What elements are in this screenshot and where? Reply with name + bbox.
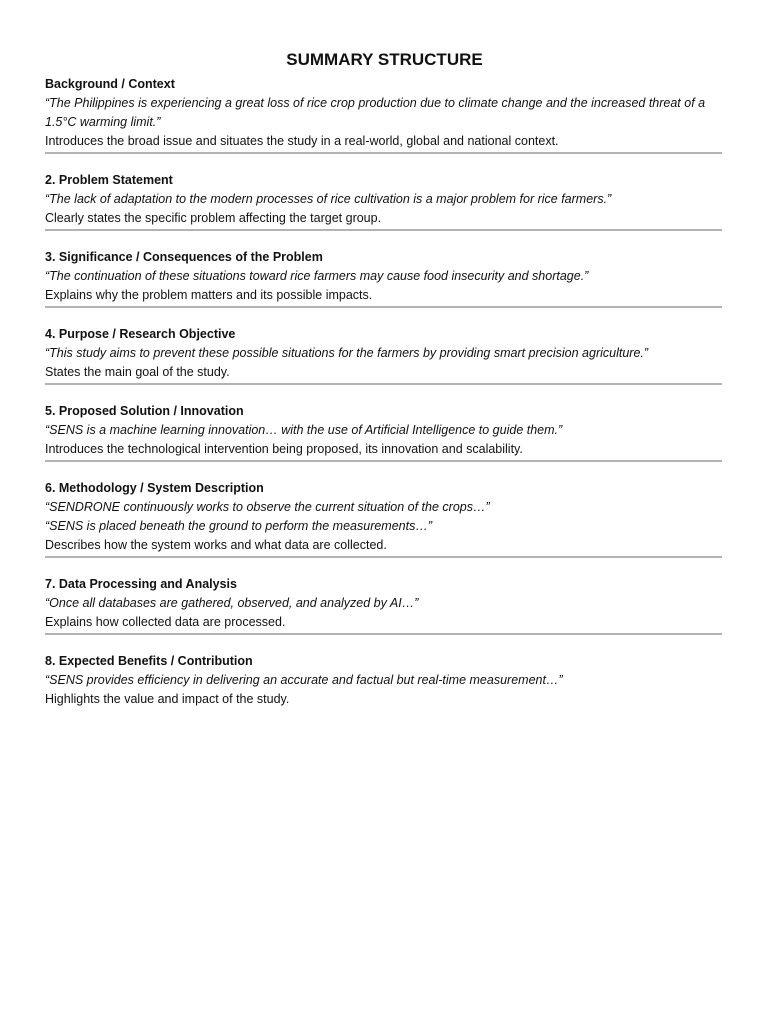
section-heading: 6. Methodology / System Description [45,481,264,495]
section-quote: “This study aims to prevent these possible situations for the farmers by providing smart precision agriculture.” [45,346,649,360]
section-description: Highlights the value and impact of the study. [45,692,290,706]
section-heading: 7. Data Processing and Analysis [45,577,237,591]
section-description: Describes how the system works and what data are collected. [45,538,387,552]
section-quote: “SENS is placed beneath the ground to perform the measurements…” [45,519,433,533]
section-description: States the main goal of the study. [45,365,230,379]
section-quote: “SENS provides efficiency in delivering an accurate and factual but real-time measurement…” [45,673,563,687]
section-divider [45,556,722,558]
section-description: Explains how collected data are processed. [45,615,286,629]
section-quote: “Once all databases are gathered, observed, and analyzed by AI…” [45,596,419,610]
section-heading: 5. Proposed Solution / Innovation [45,404,244,418]
section-description: Introduces the broad issue and situates the study in a real-world, global and national context. [45,134,559,148]
section-data-processing [45,575,722,632]
section-divider [45,383,722,385]
section-quote: “The Philippines is experiencing a great loss of rice crop production due to climate change and the increased threat of a 1.5°C warming limit.” [45,96,706,129]
section-heading: Background / Context [45,77,175,91]
section-proposed-solution [45,402,722,459]
section-heading: 3. Significance / Consequences of the Problem [45,250,323,264]
section-purpose [45,325,722,382]
section-quote: “SENS is a machine learning innovation… with the use of Artificial Intelligence to guide them.” [45,423,563,437]
section-description: Introduces the technological intervention being proposed, its innovation and scalability. [45,442,523,456]
section-divider [45,460,722,462]
section-divider [45,229,722,231]
section-description: Explains why the problem matters and its possible impacts. [45,288,373,302]
section-heading: 2. Problem Statement [45,173,173,187]
section-heading: 8. Expected Benefits / Contribution [45,654,253,668]
section-quote: “The continuation of these situations toward rice farmers may cause food insecurity and shortage.” [45,269,589,283]
section-heading: 4. Purpose / Research Objective [45,327,236,341]
section-problem-statement [45,171,722,228]
section-divider [45,633,722,635]
section-divider [45,306,722,308]
section-description: Clearly states the specific problem affecting the target group. [45,211,382,225]
section-background [45,75,722,151]
section-methodology [45,479,722,555]
section-expected-benefits [45,652,722,709]
section-divider [45,152,722,154]
section-significance [45,248,722,305]
section-quote: “SENDRONE continuously works to observe the current situation of the crops…” [45,500,490,514]
section-quote: “The lack of adaptation to the modern processes of rice cultivation is a major problem for rice farmers.” [45,192,612,206]
page-title: SUMMARY STRUCTURE [286,50,483,69]
